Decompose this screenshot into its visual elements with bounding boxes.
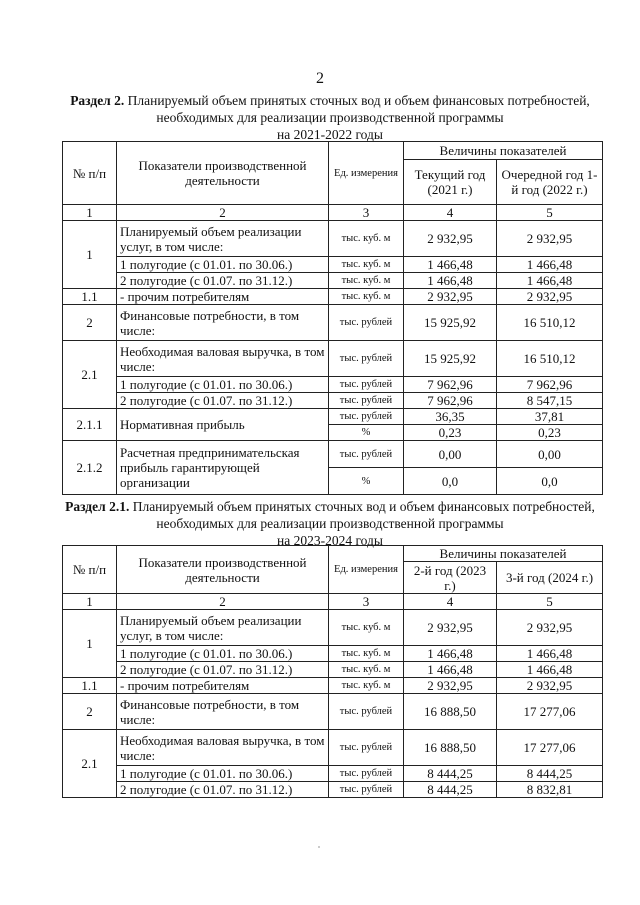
row-num: 2.1 bbox=[63, 730, 117, 798]
row-value-2023: 1 466,48 bbox=[404, 662, 497, 678]
row-unit: тыс. куб. м bbox=[329, 289, 404, 305]
row-unit: тыс. рублей bbox=[329, 393, 404, 409]
row-unit: тыс. куб. м bbox=[329, 646, 404, 662]
row-num: 2 bbox=[63, 305, 117, 341]
row-value-2023: 8 444,25 bbox=[404, 766, 497, 782]
header-indicator: Показатели производственной деятельности bbox=[117, 546, 329, 594]
row-unit: тыс. рублей bbox=[329, 730, 404, 766]
row-value-2023: 16 888,50 bbox=[404, 694, 497, 730]
row-name: 2 полугодие (с 01.07. по 31.12.) bbox=[117, 782, 329, 798]
table-row bbox=[63, 782, 603, 798]
section-2-title-bold: Раздел 2. bbox=[70, 93, 125, 108]
row-value-2024: 8 832,81 bbox=[497, 782, 603, 798]
row-value-2023: 2 932,95 bbox=[404, 610, 497, 646]
header-num: № п/п bbox=[63, 546, 117, 594]
row-value-2024: 2 932,95 bbox=[497, 610, 603, 646]
row-num: 1 bbox=[63, 610, 117, 678]
row-value-2022: 0,0 bbox=[497, 468, 603, 495]
row-value-2021: 1 466,48 bbox=[404, 273, 497, 289]
table-row bbox=[63, 377, 603, 393]
row-value-2021: 0,0 bbox=[404, 468, 497, 495]
row-value-2021: 0,23 bbox=[404, 425, 497, 441]
row-unit: тыс. рублей bbox=[329, 409, 404, 425]
section-2-heading bbox=[60, 92, 600, 143]
row-unit: тыс. рублей bbox=[329, 441, 404, 468]
header-current-year: Текущий год (2021 г.) bbox=[404, 160, 497, 205]
table-row bbox=[63, 305, 603, 341]
row-value-2021: 1 466,48 bbox=[404, 257, 497, 273]
header-unit: Ед. измерения bbox=[329, 546, 404, 594]
row-name: Необходимая валовая выручка, в том числе: bbox=[117, 730, 329, 766]
section-2-title-years: на 2021-2022 годы bbox=[277, 127, 383, 142]
row-num: 1.1 bbox=[63, 289, 117, 305]
table-row bbox=[63, 678, 603, 694]
row-value-2022: 1 466,48 bbox=[497, 257, 603, 273]
row-unit: тыс. рублей bbox=[329, 341, 404, 377]
row-num: 2 bbox=[63, 694, 117, 730]
row-num: 2.1.1 bbox=[63, 409, 117, 441]
row-name: 1 полугодие (с 01.01. по 30.06.) bbox=[117, 377, 329, 393]
index-cell: 4 bbox=[404, 205, 497, 221]
row-value-2024: 8 444,25 bbox=[497, 766, 603, 782]
row-value-2023: 8 444,25 bbox=[404, 782, 497, 798]
row-name: Планируемый объем реализации услуг, в том числе: bbox=[117, 610, 329, 646]
table-row bbox=[63, 610, 603, 646]
row-value-2022: 2 932,95 bbox=[497, 221, 603, 257]
row-unit: тыс. рублей bbox=[329, 694, 404, 730]
row-value-2023: 2 932,95 bbox=[404, 678, 497, 694]
row-value-2021: 2 932,95 bbox=[404, 221, 497, 257]
table-row bbox=[63, 766, 603, 782]
index-cell: 3 bbox=[329, 205, 404, 221]
header-values: Величины показателей bbox=[404, 546, 603, 562]
row-name: Планируемый объем реализации услуг, в том числе: bbox=[117, 221, 329, 257]
row-name: - прочим потребителям bbox=[117, 678, 329, 694]
header-year-2024: 3-й год (2024 г.) bbox=[497, 562, 603, 594]
scan-dot bbox=[318, 846, 320, 848]
table-row bbox=[63, 441, 603, 468]
page-number: 2 bbox=[316, 70, 324, 87]
index-cell: 2 bbox=[117, 594, 329, 610]
row-value-2022: 16 510,12 bbox=[497, 305, 603, 341]
row-unit: % bbox=[329, 425, 404, 441]
section-2-1-title-bold: Раздел 2.1. bbox=[65, 499, 130, 514]
row-value-2021: 7 962,96 bbox=[404, 377, 497, 393]
row-unit: тыс. куб. м bbox=[329, 610, 404, 646]
row-name: 1 полугодие (с 01.01. по 30.06.) bbox=[117, 257, 329, 273]
row-value-2022: 2 932,95 bbox=[497, 289, 603, 305]
index-cell: 1 bbox=[63, 594, 117, 610]
table-row bbox=[63, 257, 603, 273]
row-value-2021: 36,35 bbox=[404, 409, 497, 425]
table-row bbox=[63, 662, 603, 678]
table-row bbox=[63, 694, 603, 730]
row-value-2024: 2 932,95 bbox=[497, 678, 603, 694]
row-value-2024: 1 466,48 bbox=[497, 662, 603, 678]
row-unit: тыс. куб. м bbox=[329, 273, 404, 289]
row-name: - прочим потребителям bbox=[117, 289, 329, 305]
index-cell: 4 bbox=[404, 594, 497, 610]
index-cell: 5 bbox=[497, 205, 603, 221]
section-2-title-text: Планируемый объем принятых сточных вод и объем финансовых потребностей, необходимых для реализации производственной программы bbox=[124, 93, 590, 125]
table-2023-2024 bbox=[62, 545, 603, 798]
header-unit: Ед. измерения bbox=[329, 142, 404, 205]
row-value-2022: 0,00 bbox=[497, 441, 603, 468]
table-row bbox=[63, 289, 603, 305]
row-name: 1 полугодие (с 01.01. по 30.06.) bbox=[117, 766, 329, 782]
table-row bbox=[63, 341, 603, 377]
row-value-2021: 15 925,92 bbox=[404, 341, 497, 377]
row-name: Расчетная предпринимательская прибыль гарантирующей организации bbox=[117, 441, 329, 495]
row-name: 2 полугодие (с 01.07. по 31.12.) bbox=[117, 273, 329, 289]
header-indicator: Показатели производственной деятельности bbox=[117, 142, 329, 205]
index-cell: 3 bbox=[329, 594, 404, 610]
row-name: Финансовые потребности, в том числе: bbox=[117, 305, 329, 341]
row-value-2022: 8 547,15 bbox=[497, 393, 603, 409]
row-unit: тыс. рублей bbox=[329, 782, 404, 798]
row-value-2022: 7 962,96 bbox=[497, 377, 603, 393]
header-num: № п/п bbox=[63, 142, 117, 205]
row-num: 2.1 bbox=[63, 341, 117, 409]
row-value-2023: 16 888,50 bbox=[404, 730, 497, 766]
row-name: 2 полугодие (с 01.07. по 31.12.) bbox=[117, 662, 329, 678]
row-unit: тыс. рублей bbox=[329, 377, 404, 393]
row-num: 2.1.2 bbox=[63, 441, 117, 495]
row-name: Нормативная прибыль bbox=[117, 409, 329, 441]
table-row bbox=[63, 221, 603, 257]
row-name: Финансовые потребности, в том числе: bbox=[117, 694, 329, 730]
section-2-1-title-text: Планируемый объем принятых сточных вод и объем финансовых потребностей, необходимых для реализации производственной программы bbox=[129, 499, 595, 531]
row-value-2024: 17 277,06 bbox=[497, 730, 603, 766]
row-value-2022: 16 510,12 bbox=[497, 341, 603, 377]
row-value-2021: 7 962,96 bbox=[404, 393, 497, 409]
row-num: 1 bbox=[63, 221, 117, 289]
row-unit: % bbox=[329, 468, 404, 495]
index-cell: 2 bbox=[117, 205, 329, 221]
row-name: 2 полугодие (с 01.07. по 31.12.) bbox=[117, 393, 329, 409]
table-row bbox=[63, 730, 603, 766]
row-value-2022: 0,23 bbox=[497, 425, 603, 441]
table-2021-2022 bbox=[62, 141, 603, 495]
header-values: Величины показателей bbox=[404, 142, 603, 160]
row-unit: тыс. рублей bbox=[329, 766, 404, 782]
row-value-2021: 0,00 bbox=[404, 441, 497, 468]
index-cell: 5 bbox=[497, 594, 603, 610]
row-value-2023: 1 466,48 bbox=[404, 646, 497, 662]
section-2-1-heading bbox=[60, 498, 600, 549]
header-year-2023: 2-й год (2023 г.) bbox=[404, 562, 497, 594]
row-value-2021: 2 932,95 bbox=[404, 289, 497, 305]
table-row bbox=[63, 646, 603, 662]
row-unit: тыс. рублей bbox=[329, 305, 404, 341]
row-value-2024: 1 466,48 bbox=[497, 646, 603, 662]
row-name: Необходимая валовая выручка, в том числе: bbox=[117, 341, 329, 377]
table-row bbox=[63, 409, 603, 425]
row-unit: тыс. куб. м bbox=[329, 678, 404, 694]
table-row bbox=[63, 393, 603, 409]
row-name: 1 полугодие (с 01.01. по 30.06.) bbox=[117, 646, 329, 662]
row-unit: тыс. куб. м bbox=[329, 662, 404, 678]
row-value-2022: 37,81 bbox=[497, 409, 603, 425]
section-2-1-title-years: на 2023-2024 годы bbox=[277, 533, 383, 548]
row-value-2024: 17 277,06 bbox=[497, 694, 603, 730]
row-unit: тыс. куб. м bbox=[329, 221, 404, 257]
header-next-year: Очередной год 1-й год (2022 г.) bbox=[497, 160, 603, 205]
row-value-2021: 15 925,92 bbox=[404, 305, 497, 341]
table-row bbox=[63, 273, 603, 289]
row-unit: тыс. куб. м bbox=[329, 257, 404, 273]
index-cell: 1 bbox=[63, 205, 117, 221]
row-value-2022: 1 466,48 bbox=[497, 273, 603, 289]
row-num: 1.1 bbox=[63, 678, 117, 694]
